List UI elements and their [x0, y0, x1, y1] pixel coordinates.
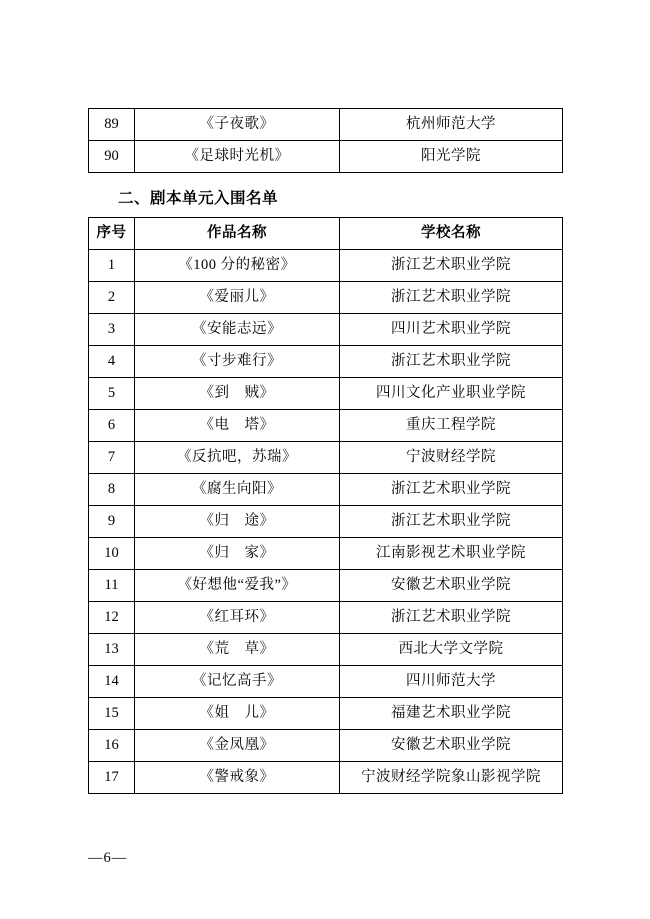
- row-index: 1: [89, 250, 135, 282]
- row-school: 西北大学文学院: [340, 634, 563, 666]
- row-school: 江南影视艺术职业学院: [340, 538, 563, 570]
- table-row: [89, 282, 563, 314]
- row-work: 《好想他“爱我”》: [135, 570, 340, 602]
- row-school: 宁波财经学院象山影视学院: [340, 762, 563, 794]
- row-work: 《荒 草》: [135, 634, 340, 666]
- row-school: 杭州师范大学: [340, 109, 563, 141]
- row-school: 四川文化产业职业学院: [340, 378, 563, 410]
- table-row: [89, 442, 563, 474]
- row-work: 《100 分的秘密》: [135, 250, 340, 282]
- row-index: 8: [89, 474, 135, 506]
- row-index: 89: [89, 109, 135, 141]
- table-row: [89, 698, 563, 730]
- row-index: 9: [89, 506, 135, 538]
- row-index: 13: [89, 634, 135, 666]
- table-header: [89, 218, 563, 250]
- table-row: [89, 762, 563, 794]
- continued-table: [88, 108, 563, 173]
- table-row: [89, 474, 563, 506]
- row-work: 《安能志远》: [135, 314, 340, 346]
- row-index: 90: [89, 141, 135, 173]
- row-work: 《红耳环》: [135, 602, 340, 634]
- row-index: 15: [89, 698, 135, 730]
- table-body: [89, 250, 563, 794]
- row-work: 《归 途》: [135, 506, 340, 538]
- header-work: 作品名称: [135, 218, 340, 250]
- row-work: 《反抗吧，苏瑞》: [135, 442, 340, 474]
- row-work: 《记忆高手》: [135, 666, 340, 698]
- row-school: 重庆工程学院: [340, 410, 563, 442]
- row-index: 5: [89, 378, 135, 410]
- row-work: 《电 塔》: [135, 410, 340, 442]
- table-row: [89, 378, 563, 410]
- row-index: 14: [89, 666, 135, 698]
- row-work: 《到 贼》: [135, 378, 340, 410]
- row-index: 2: [89, 282, 135, 314]
- row-school: 浙江艺术职业学院: [340, 346, 563, 378]
- row-school: 浙江艺术职业学院: [340, 250, 563, 282]
- table-row: [89, 346, 563, 378]
- table-row: [89, 141, 563, 173]
- row-index: 4: [89, 346, 135, 378]
- header-school: 学校名称: [340, 218, 563, 250]
- row-school: 四川艺术职业学院: [340, 314, 563, 346]
- row-index: 7: [89, 442, 135, 474]
- row-school: 安徽艺术职业学院: [340, 570, 563, 602]
- table-row: [89, 250, 563, 282]
- row-school: 浙江艺术职业学院: [340, 602, 563, 634]
- row-school: 浙江艺术职业学院: [340, 282, 563, 314]
- row-school: 宁波财经学院: [340, 442, 563, 474]
- table-header-row: [89, 218, 563, 250]
- table-row: [89, 634, 563, 666]
- row-work: 《寸步难行》: [135, 346, 340, 378]
- row-school: 福建艺术职业学院: [340, 698, 563, 730]
- row-index: 16: [89, 730, 135, 762]
- row-index: 17: [89, 762, 135, 794]
- table-row: [89, 666, 563, 698]
- continued-table-body: [89, 109, 563, 173]
- row-index: 12: [89, 602, 135, 634]
- row-index: 10: [89, 538, 135, 570]
- row-index: 3: [89, 314, 135, 346]
- row-index: 6: [89, 410, 135, 442]
- row-work: 《警戒象》: [135, 762, 340, 794]
- section-heading: 二、剧本单元入围名单: [118, 189, 279, 207]
- page-number: —6—: [88, 850, 128, 866]
- row-work: 《归 家》: [135, 538, 340, 570]
- row-work: 《爱丽儿》: [135, 282, 340, 314]
- row-school: 浙江艺术职业学院: [340, 474, 563, 506]
- table-row: [89, 506, 563, 538]
- table-row: [89, 410, 563, 442]
- row-work: 《金凤凰》: [135, 730, 340, 762]
- table-row: [89, 538, 563, 570]
- row-work: 《姐 儿》: [135, 698, 340, 730]
- row-work: 《子夜歌》: [135, 109, 340, 141]
- row-work: 《足球时光机》: [135, 141, 340, 173]
- header-index: 序号: [89, 218, 135, 250]
- row-school: 浙江艺术职业学院: [340, 506, 563, 538]
- table-row: [89, 730, 563, 762]
- table-row: [89, 109, 563, 141]
- row-school: 安徽艺术职业学院: [340, 730, 563, 762]
- table-row: [89, 570, 563, 602]
- row-school: 四川师范大学: [340, 666, 563, 698]
- row-school: 阳光学院: [340, 141, 563, 173]
- table-row: [89, 314, 563, 346]
- screenplay-shortlist-table: [88, 217, 563, 794]
- row-work: 《腐生向阳》: [135, 474, 340, 506]
- table-row: [89, 602, 563, 634]
- row-index: 11: [89, 570, 135, 602]
